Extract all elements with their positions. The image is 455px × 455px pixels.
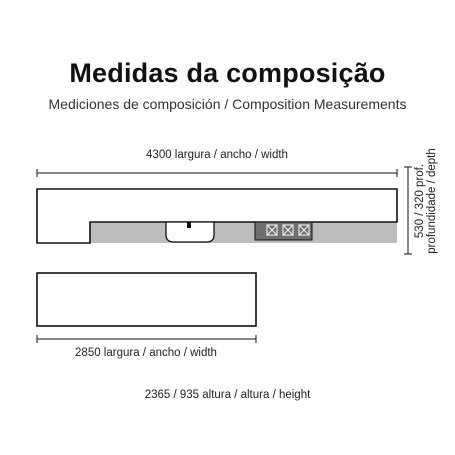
base-cabinet-area xyxy=(90,222,397,243)
page-subtitle: Mediciones de composición / Composition Measurements xyxy=(48,96,407,112)
top-width-label: 4300 largura / ancho / width xyxy=(146,149,288,161)
bottom-width-dimension-line xyxy=(37,335,256,343)
page-title: Medidas da composição xyxy=(69,58,386,88)
faucet-icon xyxy=(187,222,191,228)
depth-label-line2: profundidade / depth xyxy=(426,148,438,254)
depth-dimension-line xyxy=(404,167,412,254)
depth-label xyxy=(414,131,438,271)
height-label: 2365 / 935 altura / altura / height xyxy=(144,389,311,401)
cooktop-icon xyxy=(255,222,312,240)
lower-module-outline xyxy=(37,273,256,326)
depth-label-line1: 530 / 320 prof. xyxy=(414,163,426,239)
top-width-dimension-line xyxy=(37,169,397,177)
bottom-width-label: 2850 largura / ancho / width xyxy=(75,347,217,359)
